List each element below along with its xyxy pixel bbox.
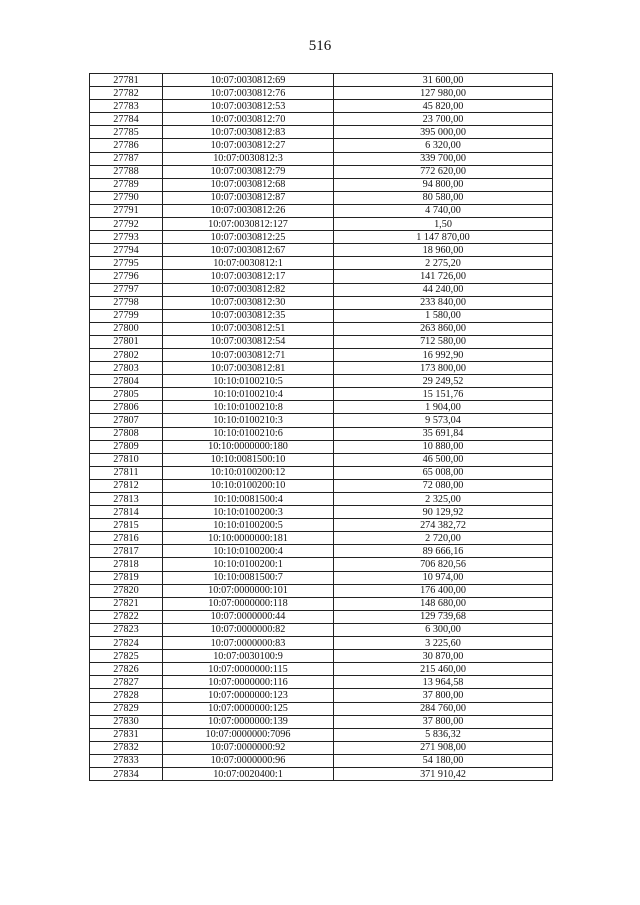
row-number-cell: 27818 [90,558,163,571]
cadastral-number-cell: 10:07:0030812:79 [163,165,334,178]
value-cell: 37 800,00 [334,689,553,702]
row-number-cell: 27793 [90,231,163,244]
value-cell: 4 740,00 [334,204,553,217]
row-number-cell: 27829 [90,702,163,715]
cadastral-number-cell: 10:07:0030812:26 [163,204,334,217]
row-number-cell: 27811 [90,466,163,479]
table-row [90,663,553,676]
table-row [90,139,553,152]
table-row [90,532,553,545]
row-number-cell: 27789 [90,178,163,191]
cadastral-number-cell: 10:10:0100200:12 [163,466,334,479]
cadastral-number-cell: 10:07:0030812:51 [163,322,334,335]
table-row [90,650,553,663]
value-cell: 45 820,00 [334,100,553,113]
table-row [90,597,553,610]
row-number-cell: 27797 [90,283,163,296]
cadastral-number-cell: 10:07:0000000:44 [163,610,334,623]
table-row [90,715,553,728]
value-cell: 10 974,00 [334,571,553,584]
value-cell: 18 960,00 [334,244,553,257]
value-cell: 72 080,00 [334,479,553,492]
value-cell: 395 000,00 [334,126,553,139]
table-row [90,493,553,506]
cadastral-number-cell: 10:07:0030812:53 [163,100,334,113]
value-cell: 23 700,00 [334,113,553,126]
table-row [90,100,553,113]
value-cell: 6 320,00 [334,139,553,152]
cadastral-number-cell: 10:07:0030812:83 [163,126,334,139]
cadastral-number-cell: 10:10:0100200:10 [163,479,334,492]
table-row [90,545,553,558]
value-cell: 16 992,90 [334,348,553,361]
table-row [90,676,553,689]
cadastral-number-cell: 10:07:0030812:3 [163,152,334,165]
table-row [90,178,553,191]
row-number-cell: 27824 [90,637,163,650]
table-row [90,362,553,375]
table-row [90,702,553,715]
row-number-cell: 27821 [90,597,163,610]
table-row [90,728,553,741]
cadastral-number-cell: 10:07:0030812:69 [163,74,334,87]
value-cell: 173 800,00 [334,362,553,375]
row-number-cell: 27804 [90,375,163,388]
value-cell: 2 325,00 [334,493,553,506]
value-cell: 30 870,00 [334,650,553,663]
row-number-cell: 27791 [90,204,163,217]
cadastral-number-cell: 10:10:0100200:4 [163,545,334,558]
row-number-cell: 27831 [90,728,163,741]
cadastral-number-cell: 10:07:0030812:1 [163,257,334,270]
row-number-cell: 27825 [90,650,163,663]
cadastral-number-cell: 10:07:0020400:1 [163,767,334,780]
value-cell: 35 691,84 [334,427,553,440]
cadastral-number-cell: 10:07:0030812:30 [163,296,334,309]
value-cell: 10 880,00 [334,440,553,453]
value-cell: 1 147 870,00 [334,231,553,244]
value-cell: 15 151,76 [334,388,553,401]
cadastral-number-cell: 10:10:0000000:181 [163,532,334,545]
page-number: 516 [308,38,332,54]
row-number-cell: 27782 [90,87,163,100]
row-number-cell: 27823 [90,623,163,636]
cadastral-number-cell: 10:07:0000000:118 [163,597,334,610]
row-number-cell: 27834 [90,767,163,780]
value-cell: 37 800,00 [334,715,553,728]
row-number-cell: 27803 [90,362,163,375]
table-row [90,754,553,767]
row-number-cell: 27815 [90,519,163,532]
row-number-cell: 27802 [90,348,163,361]
value-cell: 2 275,20 [334,257,553,270]
cadastral-number-cell: 10:10:0100200:3 [163,506,334,519]
value-cell: 13 964,58 [334,676,553,689]
cadastral-number-cell: 10:07:0030812:82 [163,283,334,296]
cadastral-number-cell: 10:10:0081500:4 [163,493,334,506]
value-cell: 263 860,00 [334,322,553,335]
table-row [90,610,553,623]
cadastral-number-cell: 10:10:0100200:5 [163,519,334,532]
value-cell: 94 800,00 [334,178,553,191]
table-row [90,767,553,780]
row-number-cell: 27830 [90,715,163,728]
value-cell: 44 240,00 [334,283,553,296]
value-cell: 706 820,56 [334,558,553,571]
cadastral-number-cell: 10:10:0081500:7 [163,571,334,584]
cadastral-number-cell: 10:10:0100210:3 [163,414,334,427]
row-number-cell: 27827 [90,676,163,689]
table-row [90,414,553,427]
cadastral-number-cell: 10:07:0000000:83 [163,637,334,650]
row-number-cell: 27833 [90,754,163,767]
value-cell: 176 400,00 [334,584,553,597]
value-cell: 284 760,00 [334,702,553,715]
row-number-cell: 27817 [90,545,163,558]
table-row [90,466,553,479]
cadastral-number-cell: 10:07:0030812:71 [163,348,334,361]
table-row [90,401,553,414]
value-cell: 772 620,00 [334,165,553,178]
row-number-cell: 27785 [90,126,163,139]
value-cell: 6 300,00 [334,623,553,636]
cadastral-number-cell: 10:07:0000000:125 [163,702,334,715]
value-cell: 65 008,00 [334,466,553,479]
cadastral-number-cell: 10:07:0030812:54 [163,335,334,348]
table-row [90,257,553,270]
table-row [90,152,553,165]
row-number-cell: 27792 [90,218,163,231]
cadastral-number-cell: 10:07:0030812:70 [163,113,334,126]
table-row [90,571,553,584]
cadastral-number-cell: 10:07:0030812:127 [163,218,334,231]
cadastral-number-cell: 10:07:0030812:87 [163,191,334,204]
cadastral-number-cell: 10:07:0000000:123 [163,689,334,702]
table-row [90,165,553,178]
row-number-cell: 27810 [90,453,163,466]
table-row [90,309,553,322]
cadastral-number-cell: 10:10:0081500:10 [163,453,334,466]
value-cell: 80 580,00 [334,191,553,204]
row-number-cell: 27832 [90,741,163,754]
table-row [90,126,553,139]
table-row [90,453,553,466]
table-row [90,741,553,754]
cadastral-number-cell: 10:07:0030812:68 [163,178,334,191]
row-number-cell: 27809 [90,440,163,453]
row-number-cell: 27781 [90,74,163,87]
value-cell: 129 739,68 [334,610,553,623]
table-row [90,322,553,335]
value-cell: 339 700,00 [334,152,553,165]
table-row [90,335,553,348]
table-row [90,74,553,87]
value-cell: 2 720,00 [334,532,553,545]
row-number-cell: 27822 [90,610,163,623]
cadastral-number-cell: 10:07:0000000:115 [163,663,334,676]
row-number-cell: 27807 [90,414,163,427]
table-row [90,519,553,532]
table-row [90,87,553,100]
row-number-cell: 27798 [90,296,163,309]
cadastral-number-cell: 10:07:0000000:96 [163,754,334,767]
table-row [90,427,553,440]
row-number-cell: 27794 [90,244,163,257]
table-row [90,348,553,361]
row-number-cell: 27826 [90,663,163,676]
value-cell: 371 910,42 [334,767,553,780]
registry-table [89,73,553,781]
table-row [90,558,553,571]
cadastral-number-cell: 10:07:0030812:35 [163,309,334,322]
value-cell: 215 460,00 [334,663,553,676]
row-number-cell: 27808 [90,427,163,440]
cadastral-number-cell: 10:07:0030812:27 [163,139,334,152]
value-cell: 54 180,00 [334,754,553,767]
row-number-cell: 27812 [90,479,163,492]
value-cell: 89 666,16 [334,545,553,558]
cadastral-number-cell: 10:07:0000000:7096 [163,728,334,741]
table-row [90,584,553,597]
row-number-cell: 27799 [90,309,163,322]
cadastral-number-cell: 10:07:0000000:101 [163,584,334,597]
value-cell: 233 840,00 [334,296,553,309]
row-number-cell: 27787 [90,152,163,165]
cadastral-number-cell: 10:07:0030812:81 [163,362,334,375]
value-cell: 31 600,00 [334,74,553,87]
value-cell: 1 580,00 [334,309,553,322]
row-number-cell: 27784 [90,113,163,126]
cadastral-number-cell: 10:10:0100210:4 [163,388,334,401]
value-cell: 1,50 [334,218,553,231]
value-cell: 141 726,00 [334,270,553,283]
value-cell: 3 225,60 [334,637,553,650]
table-row [90,218,553,231]
value-cell: 274 382,72 [334,519,553,532]
row-number-cell: 27795 [90,257,163,270]
row-number-cell: 27819 [90,571,163,584]
table-row [90,440,553,453]
table-row [90,296,553,309]
row-number-cell: 27801 [90,335,163,348]
table-row [90,689,553,702]
table-row [90,244,553,257]
cadastral-number-cell: 10:07:0000000:139 [163,715,334,728]
value-cell: 90 129,92 [334,506,553,519]
value-cell: 29 249,52 [334,375,553,388]
table-row [90,270,553,283]
cadastral-number-cell: 10:07:0030812:76 [163,87,334,100]
table-row [90,388,553,401]
row-number-cell: 27828 [90,689,163,702]
row-number-cell: 27786 [90,139,163,152]
value-cell: 271 908,00 [334,741,553,754]
table-row [90,623,553,636]
row-number-cell: 27800 [90,322,163,335]
cadastral-number-cell: 10:10:0100210:5 [163,375,334,388]
cadastral-number-cell: 10:07:0000000:116 [163,676,334,689]
cadastral-number-cell: 10:10:0000000:180 [163,440,334,453]
table-body [90,74,553,781]
cadastral-number-cell: 10:07:0030100:9 [163,650,334,663]
cadastral-number-cell: 10:07:0030812:17 [163,270,334,283]
value-cell: 5 836,32 [334,728,553,741]
table-row [90,506,553,519]
row-number-cell: 27796 [90,270,163,283]
value-cell: 1 904,00 [334,401,553,414]
cadastral-number-cell: 10:10:0100210:8 [163,401,334,414]
table-row [90,283,553,296]
table-row [90,375,553,388]
table-row [90,231,553,244]
row-number-cell: 27814 [90,506,163,519]
row-number-cell: 27820 [90,584,163,597]
row-number-cell: 27783 [90,100,163,113]
row-number-cell: 27813 [90,493,163,506]
value-cell: 46 500,00 [334,453,553,466]
cadastral-number-cell: 10:10:0100200:1 [163,558,334,571]
table-row [90,637,553,650]
cadastral-number-cell: 10:07:0000000:92 [163,741,334,754]
value-cell: 9 573,04 [334,414,553,427]
table-row [90,113,553,126]
value-cell: 127 980,00 [334,87,553,100]
table-row [90,204,553,217]
value-cell: 148 680,00 [334,597,553,610]
row-number-cell: 27790 [90,191,163,204]
row-number-cell: 27806 [90,401,163,414]
cadastral-number-cell: 10:07:0030812:25 [163,231,334,244]
row-number-cell: 27805 [90,388,163,401]
cadastral-number-cell: 10:10:0100210:6 [163,427,334,440]
row-number-cell: 27816 [90,532,163,545]
row-number-cell: 27788 [90,165,163,178]
value-cell: 712 580,00 [334,335,553,348]
table-row [90,479,553,492]
table-row [90,191,553,204]
cadastral-number-cell: 10:07:0000000:82 [163,623,334,636]
cadastral-number-cell: 10:07:0030812:67 [163,244,334,257]
